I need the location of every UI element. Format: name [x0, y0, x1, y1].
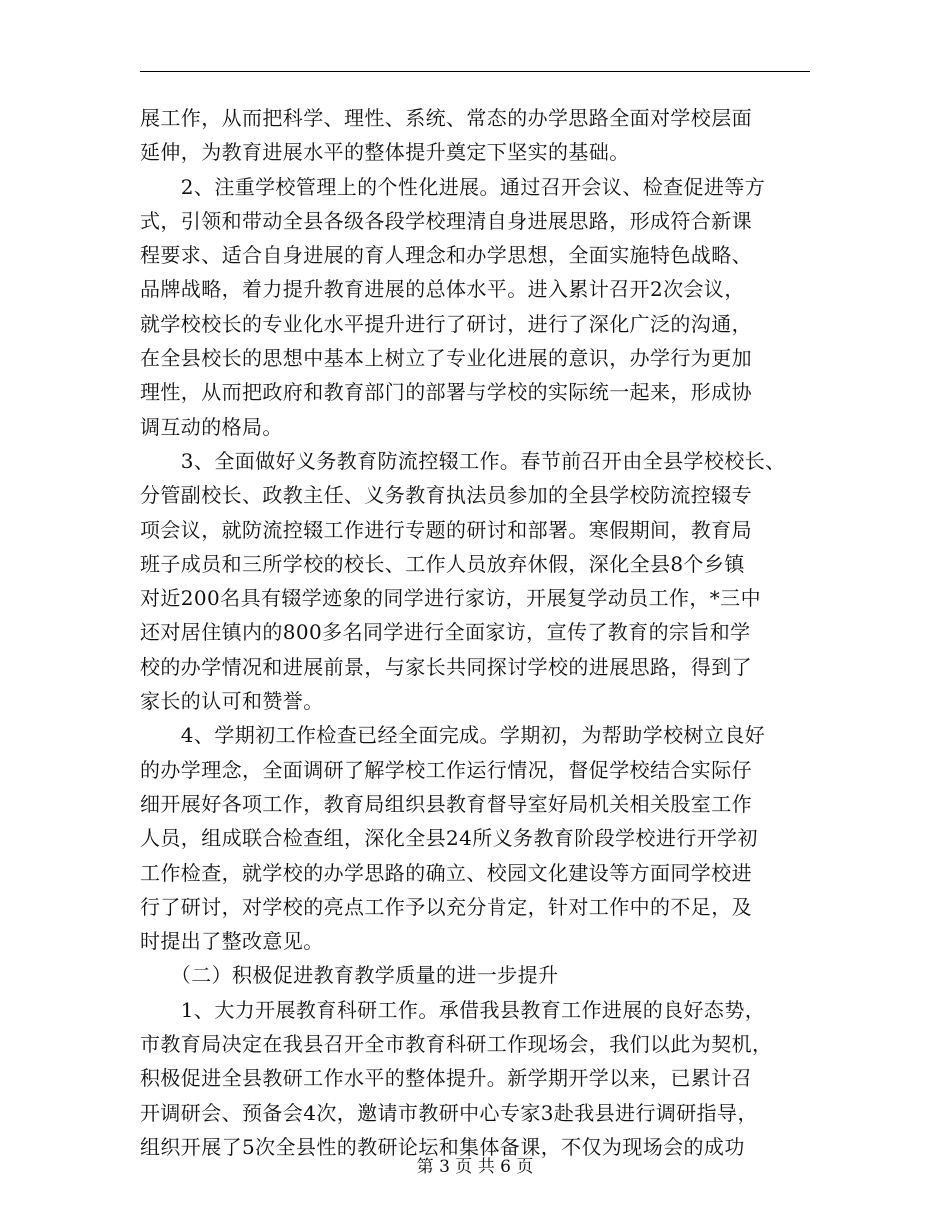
text-line: 3、全面做好义务教育防流控辍工作。春节前召开由全县学校校长、 — [140, 448, 786, 473]
text-line: 式，引领和带动全县各级各段学校理清自身进展思路，形成符合新课 — [140, 208, 752, 233]
text-line: 理性，从而把政府和教育部门的部署与学校的实际统一起来，形成协 — [140, 380, 752, 405]
text-line: 还对居住镇内的800多名同学进行全面家访，宣传了教育的宗旨和学 — [140, 620, 751, 645]
text-line: 项会议，就防流控辍工作进行专题的研讨和部署。寒假期间，教育局 — [140, 517, 752, 542]
text-line: 市教育局决定在我县召开全市教育科研工作现场会，我们以此为契机， — [140, 1032, 773, 1057]
text-line: 1、大力开展教育科研工作。承借我县教育工作进展的良好态势， — [140, 997, 766, 1022]
text-line: 开调研会、预备会4次，邀请市教研中心专家3赴我县进行调研指导， — [140, 1100, 758, 1125]
body-text — [140, 101, 840, 1164]
page-footer: 第 3 页 共 6 页 — [416, 1157, 534, 1177]
text-line: 家长的认可和赞誉。 — [140, 689, 324, 714]
header-rule — [140, 71, 810, 72]
text-line: 班子成员和三所学校的校长、工作人员放弃休假，深化全县8个乡镇 — [140, 551, 745, 576]
text-line: 2、注重学校管理上的个性化进展。通过召开会议、检查促进等方 — [140, 174, 766, 199]
text-line: 在全县校长的思想中基本上树立了专业化进展的意识，办学行为更加 — [140, 346, 752, 371]
text-line: 对近200名具有辍学迹象的同学进行家访，开展复学动员工作，*三中 — [140, 586, 761, 611]
text-line: 积极促进全县教研工作水平的整体提升。新学期开学以来，已累计召 — [140, 1066, 752, 1091]
text-line: 程要求、适合自身进展的育人理念和办学思想，全面实施特色战略、 — [140, 243, 752, 268]
text-line: 校的办学情况和进展前景，与家长共同探讨学校的进展思路，得到了 — [140, 654, 752, 679]
text-line: 品牌战略，着力提升教育进展的总体水平。进入累计召开2次会议， — [140, 277, 745, 302]
text-line: （二）积极促进教育教学质量的进一步提升 — [140, 963, 559, 988]
text-line: 调互动的格局。 — [140, 414, 283, 439]
text-line: 组织开展了5次全县性的教研论坛和集体备课，不仅为现场会的成功 — [140, 1134, 745, 1159]
text-line: 行了研讨，对学校的亮点工作予以充分肯定，针对工作中的不足，及 — [140, 894, 752, 919]
text-line: 细开展好各项工作，教育局组织县教育督导室好局机关相关股室工作 — [140, 791, 752, 816]
text-line: 人员，组成联合检查组，深化全县24所义务教育阶段学校进行开学初 — [140, 826, 758, 851]
text-line: 分管副校长、政教主任、义务教育执法员参加的全县学校防流控辍专 — [140, 483, 752, 508]
text-line: 时提出了整改意见。 — [140, 929, 324, 954]
text-line: 的办学理念，全面调研了解学校工作运行情况，督促学校结合实际仔 — [140, 757, 752, 782]
text-line: 展工作，从而把科学、理性、系统、常态的办学思路全面对学校层面 — [140, 106, 752, 130]
text-line: 延伸，为教育进展水平的整体提升奠定下坚实的基础。 — [140, 140, 630, 165]
text-line: 工作检查，就学校的办学思路的确立、校园文化建设等方面同学校进 — [140, 860, 752, 885]
text-line: 4、学期初工作检查已经全面完成。学期初，为帮助学校树立良好 — [140, 723, 766, 748]
text-line: 就学校校长的专业化水平提升进行了研讨，进行了深化广泛的沟通， — [140, 311, 752, 336]
